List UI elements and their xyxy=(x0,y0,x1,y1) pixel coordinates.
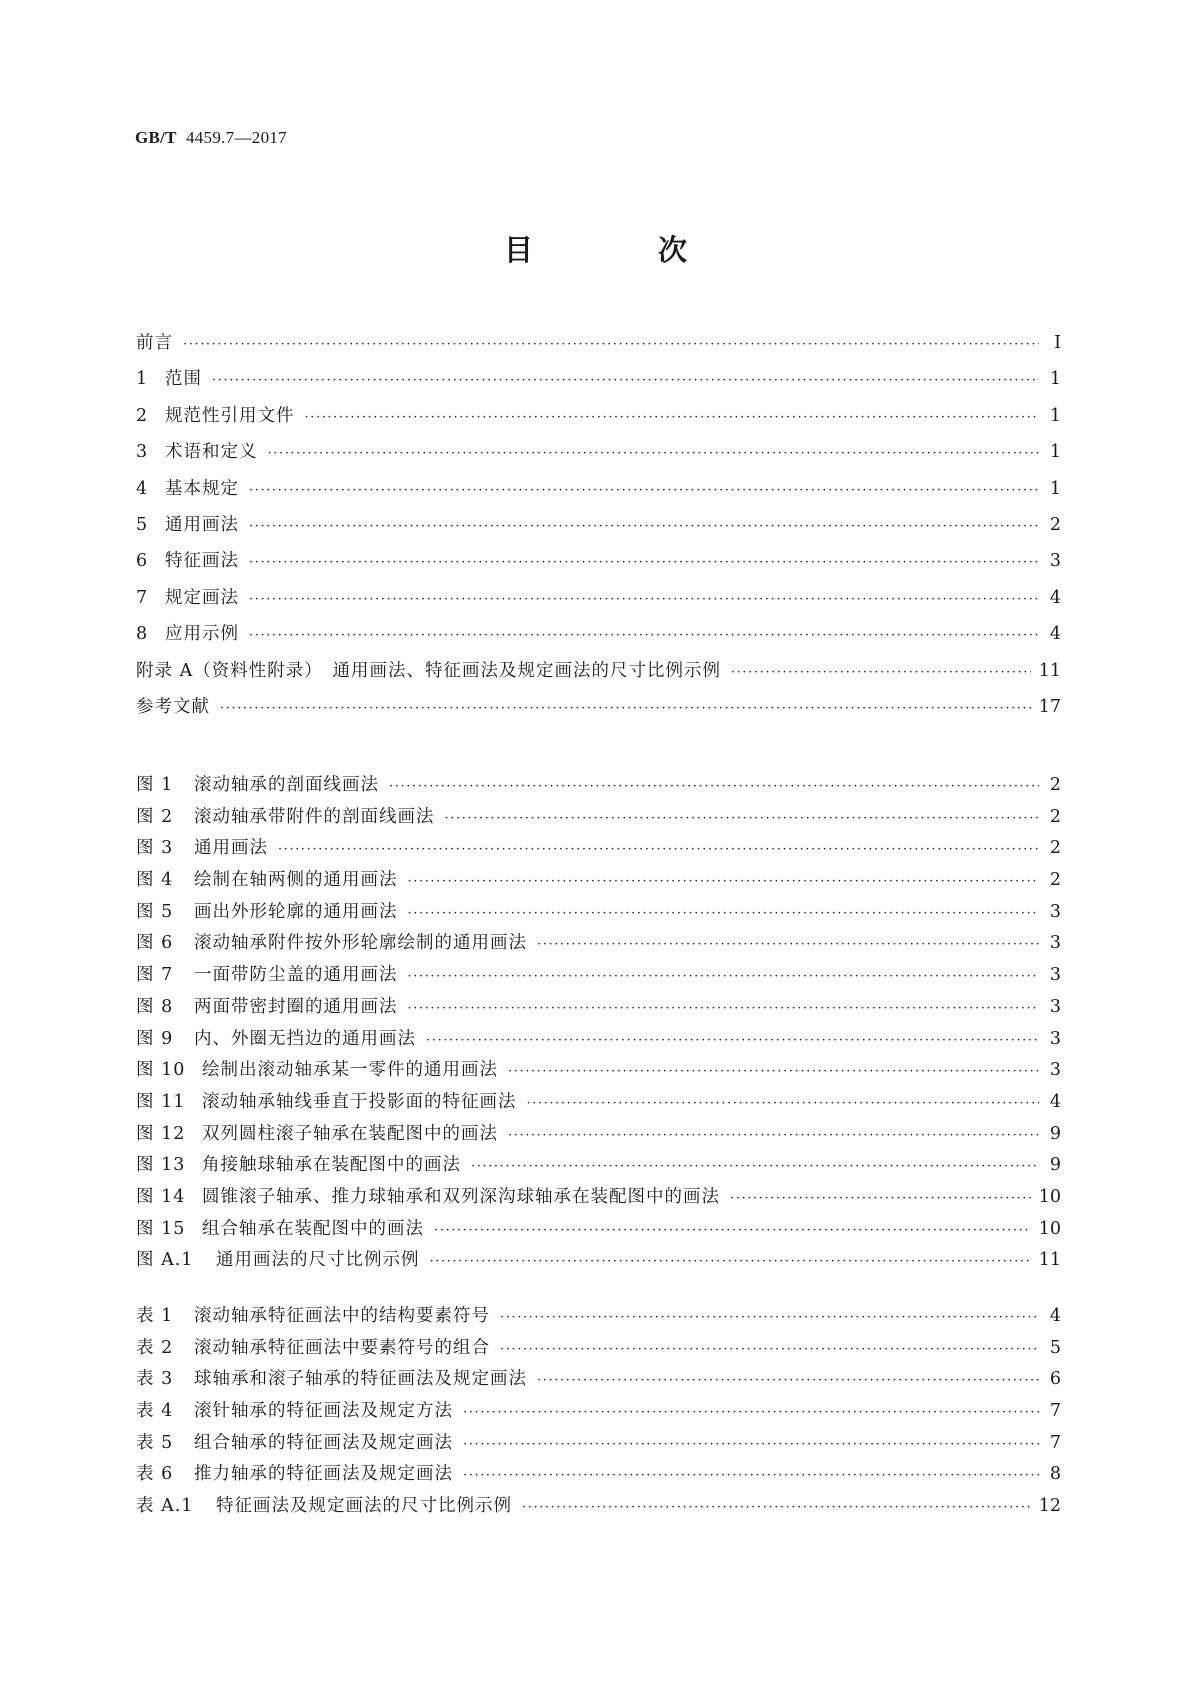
dot-leader xyxy=(408,901,1040,927)
table-entry-page: 4 xyxy=(1049,1306,1061,1326)
figure-entry-label xyxy=(136,804,435,830)
table-entry-title: 滚针轴承的特征画法及规定方法 xyxy=(194,1401,453,1422)
table-entry-label xyxy=(136,1303,490,1329)
figure-entry-number: 图 11 xyxy=(136,1091,186,1112)
standard-prefix: GB/T xyxy=(135,128,177,147)
contents-entry-title: 前言 xyxy=(136,333,173,353)
dot-leader xyxy=(500,1305,1039,1331)
figure-entry-label xyxy=(136,1184,720,1210)
dot-leader xyxy=(220,696,1031,722)
figure-entry-number: 图 7 xyxy=(136,965,174,986)
figure-entry-page: 4 xyxy=(1049,1091,1061,1112)
figure-entry-label xyxy=(136,1216,424,1242)
contents-entry-title: 附录 A（资料性附录） 通用画法、特征画法及规定画法的尺寸比例示例 xyxy=(136,660,721,681)
contents-entry-number: 2 xyxy=(136,405,149,426)
contents-entry[interactable] xyxy=(136,548,1061,584)
table-entry-page: 8 xyxy=(1049,1464,1061,1485)
dot-leader xyxy=(730,1186,1031,1212)
table-entry-page: 7 xyxy=(1049,1432,1061,1453)
figure-entry-title: 角接触球轴承在装配图中的画法 xyxy=(202,1155,461,1176)
dot-leader xyxy=(434,1218,1031,1244)
figure-entry-label xyxy=(136,835,268,861)
figure-entry[interactable] xyxy=(136,930,1061,962)
figure-entry-label xyxy=(136,962,398,988)
table-entry-number: 表 1 xyxy=(136,1306,174,1326)
dot-leader xyxy=(389,774,1039,800)
contents-entry-label xyxy=(136,403,295,429)
contents-entry-page: 2 xyxy=(1049,514,1061,535)
figure-entry-number: 图 3 xyxy=(136,838,174,859)
figure-entry-title: 滚动轴承轴线垂直于投影面的特征画法 xyxy=(202,1091,517,1112)
figure-entry-label xyxy=(136,930,527,956)
figure-entry-number: 图 14 xyxy=(136,1186,186,1207)
contents-entry[interactable] xyxy=(136,366,1061,402)
dot-leader xyxy=(522,1495,1031,1521)
table-entry-number: 表 5 xyxy=(136,1432,174,1453)
contents-entry-title: 基本规定 xyxy=(165,478,239,499)
contents-entry[interactable] xyxy=(136,403,1061,439)
contents-entry-title: 特征画法 xyxy=(165,551,239,572)
contents-entry-number: 1 xyxy=(136,369,149,390)
figure-entry-page: 3 xyxy=(1049,933,1061,954)
table-entry[interactable] xyxy=(136,1461,1061,1493)
page-title: 目 次 xyxy=(503,233,735,267)
dot-leader xyxy=(249,478,1039,504)
contents-entry-page: 3 xyxy=(1049,551,1061,572)
contents-entry-label xyxy=(136,476,239,502)
table-entry-label xyxy=(136,1335,490,1361)
dot-leader xyxy=(527,1091,1040,1117)
figure-entry-title: 组合轴承在装配图中的画法 xyxy=(202,1218,424,1239)
contents-entry-number: 7 xyxy=(136,587,149,608)
figure-entry-label xyxy=(136,1152,461,1178)
figure-entry-page: 2 xyxy=(1049,838,1061,859)
contents-entry-title: 参考文献 xyxy=(136,696,210,717)
table-entry[interactable] xyxy=(136,1493,1061,1525)
figure-entry-page: 3 xyxy=(1049,996,1061,1017)
contents-entry-page: 11 xyxy=(1038,660,1061,681)
table-entry-title: 滚动轴承特征画法中要素符号的组合 xyxy=(194,1337,490,1358)
dot-leader xyxy=(471,1154,1039,1180)
contents-entry-number: 5 xyxy=(136,514,149,535)
contents-entry[interactable] xyxy=(136,439,1061,475)
contents-entry-label xyxy=(136,694,210,720)
contents-entry-page: 1 xyxy=(1049,478,1061,499)
figure-entry-number: 图 13 xyxy=(136,1155,186,1176)
figure-entry-page: 3 xyxy=(1049,901,1061,922)
figure-entry-number: 图 10 xyxy=(136,1060,186,1081)
dot-leader xyxy=(500,1337,1039,1363)
figure-entry-label xyxy=(136,899,398,925)
table-entry-title: 特征画法及规定画法的尺寸比例示例 xyxy=(216,1496,512,1517)
table-entry-number: 表 A.1 xyxy=(136,1496,194,1517)
table-entry-label xyxy=(136,1398,453,1424)
figure-entry-page: 3 xyxy=(1049,1028,1061,1049)
table-entry-label xyxy=(136,1430,453,1456)
figure-entry-number: 图 15 xyxy=(136,1218,186,1239)
figure-entry[interactable] xyxy=(136,867,1061,899)
contents-entry[interactable] xyxy=(136,621,1061,657)
table-entry-label xyxy=(136,1493,512,1519)
contents-entry-number: 3 xyxy=(136,442,149,463)
contents-entry-number: 6 xyxy=(136,551,149,572)
contents-entry-title: 规定画法 xyxy=(165,587,239,608)
dot-leader xyxy=(463,1432,1039,1458)
figure-entry-title: 圆锥滚子轴承、推力球轴承和双列深沟球轴承在装配图中的画法 xyxy=(202,1186,720,1207)
figure-entry-page: 9 xyxy=(1049,1123,1061,1144)
figure-entry-page: 10 xyxy=(1038,1186,1061,1207)
figure-entry-title: 内、外圈无挡边的通用画法 xyxy=(194,1028,416,1049)
figure-entry-label xyxy=(136,1121,498,1147)
contents-entry[interactable] xyxy=(136,476,1061,512)
figure-entry[interactable] xyxy=(136,994,1061,1026)
contents-entry[interactable] xyxy=(136,330,1061,366)
table-entry-title: 组合轴承的特征画法及规定画法 xyxy=(194,1432,453,1453)
contents-entry[interactable] xyxy=(136,512,1061,548)
figure-entry[interactable] xyxy=(136,772,1061,804)
figure-entry-number: 图 9 xyxy=(136,1028,174,1049)
figure-entry-title: 通用画法的尺寸比例示例 xyxy=(216,1250,420,1271)
figure-entry-title: 通用画法 xyxy=(194,838,268,859)
dot-leader xyxy=(212,368,1039,394)
contents-entry-number: 4 xyxy=(136,478,149,499)
figure-entry-number: 图 4 xyxy=(136,870,174,891)
table-entry[interactable] xyxy=(136,1335,1061,1367)
figure-entry-page: 10 xyxy=(1038,1218,1061,1239)
figure-entry-label xyxy=(136,1247,420,1273)
figure-entry-page: 2 xyxy=(1049,775,1061,795)
figure-entry[interactable] xyxy=(136,1026,1061,1058)
contents-entry-label xyxy=(136,439,258,465)
dot-leader xyxy=(426,1028,1039,1054)
toc-tables xyxy=(136,1303,1061,1525)
figure-entry[interactable] xyxy=(136,1057,1061,1089)
contents-entry[interactable] xyxy=(136,585,1061,621)
figure-entry-label xyxy=(136,1089,517,1115)
table-entry-page: 6 xyxy=(1049,1369,1061,1390)
dot-leader xyxy=(249,587,1039,613)
contents-entry-number: 8 xyxy=(136,624,149,645)
figure-entry-page: 2 xyxy=(1049,806,1061,827)
figure-entry-title: 滚动轴承附件按外形轮廓绘制的通用画法 xyxy=(194,933,527,954)
dot-leader xyxy=(508,1059,1039,1085)
figure-entry[interactable] xyxy=(136,835,1061,867)
table-entry-number: 表 4 xyxy=(136,1401,174,1422)
dot-leader xyxy=(445,806,1040,832)
contents-entry-title: 通用画法 xyxy=(165,514,239,535)
figure-entry-label xyxy=(136,1026,416,1052)
contents-entry[interactable] xyxy=(136,658,1061,694)
dot-leader xyxy=(408,964,1040,990)
table-entry-page: 5 xyxy=(1049,1337,1061,1358)
figure-entry-title: 滚动轴承带附件的剖面线画法 xyxy=(194,806,435,827)
dot-leader xyxy=(537,1368,1039,1394)
figure-entry-number: 图 2 xyxy=(136,806,174,827)
dot-leader xyxy=(463,1463,1039,1489)
figure-entry-number: 图 12 xyxy=(136,1123,186,1144)
figure-entry-page: 3 xyxy=(1049,965,1061,986)
contents-entry-label xyxy=(136,330,173,356)
contents-entry-title: 应用示例 xyxy=(165,624,239,645)
contents-entry-page: 17 xyxy=(1038,696,1061,717)
standard-number: 4459.7—2017 xyxy=(185,128,287,147)
figure-entry-label xyxy=(136,772,379,798)
figure-entry-number: 图 1 xyxy=(136,775,174,795)
dot-leader xyxy=(278,837,1039,863)
toc-figures xyxy=(136,772,1061,1279)
contents-entry-title: 范围 xyxy=(165,369,202,390)
dot-leader xyxy=(249,550,1039,576)
table-entry-page: 7 xyxy=(1049,1401,1061,1422)
figure-entry-title: 滚动轴承的剖面线画法 xyxy=(194,775,379,795)
dot-leader xyxy=(249,514,1039,540)
toc-contents xyxy=(136,330,1061,730)
contents-entry-page: 4 xyxy=(1049,624,1061,645)
figure-entry-title: 画出外形轮廓的通用画法 xyxy=(194,901,398,922)
figure-entry-number: 图 A.1 xyxy=(136,1250,194,1271)
table-entry[interactable] xyxy=(136,1430,1061,1462)
contents-entry-page: Ⅰ xyxy=(1054,333,1061,353)
dot-leader xyxy=(430,1249,1031,1275)
dot-leader xyxy=(731,660,1031,686)
table-entry[interactable] xyxy=(136,1303,1061,1335)
table-entry-title: 球轴承和滚子轴承的特征画法及规定画法 xyxy=(194,1369,527,1390)
figure-entry-title: 一面带防尘盖的通用画法 xyxy=(194,965,398,986)
figure-entry-label xyxy=(136,994,398,1020)
table-entry[interactable] xyxy=(136,1398,1061,1430)
table-entry[interactable] xyxy=(136,1366,1061,1398)
figure-entry-label xyxy=(136,867,398,893)
dot-leader xyxy=(268,441,1040,467)
figure-entry-title: 两面带密封圈的通用画法 xyxy=(194,996,398,1017)
figure-entry[interactable] xyxy=(136,1184,1061,1216)
figure-entry-number: 图 6 xyxy=(136,933,174,954)
table-entry-label xyxy=(136,1366,527,1392)
contents-entry-label xyxy=(136,366,202,392)
figure-entry[interactable] xyxy=(136,804,1061,836)
figure-entry-page: 2 xyxy=(1049,870,1061,891)
contents-entry-page: 1 xyxy=(1049,442,1061,463)
figure-entry-page: 9 xyxy=(1049,1155,1061,1176)
dot-leader xyxy=(183,332,1039,358)
contents-entry-title: 术语和定义 xyxy=(165,442,258,463)
figure-entry[interactable] xyxy=(136,1121,1061,1153)
contents-entry-label xyxy=(136,658,721,684)
figure-entry-number: 图 5 xyxy=(136,901,174,922)
table-entry-page: 12 xyxy=(1038,1496,1061,1517)
figure-entry-title: 绘制出滚动轴承某一零件的通用画法 xyxy=(202,1060,498,1081)
figure-entry-page: 3 xyxy=(1049,1060,1061,1081)
table-entry-number: 表 6 xyxy=(136,1464,174,1485)
contents-entry[interactable] xyxy=(136,694,1061,730)
figure-entry[interactable] xyxy=(136,1152,1061,1184)
figure-entry-number: 图 8 xyxy=(136,996,174,1017)
contents-entry-label xyxy=(136,585,239,611)
contents-entry-label xyxy=(136,548,239,574)
contents-entry-page: 1 xyxy=(1049,369,1061,390)
table-entry-title: 滚动轴承特征画法中的结构要素符号 xyxy=(194,1306,490,1326)
standard-code xyxy=(135,128,287,148)
contents-entry-label xyxy=(136,512,239,538)
figure-entry-label xyxy=(136,1057,498,1083)
table-entry-title: 推力轴承的特征画法及规定画法 xyxy=(194,1464,453,1485)
contents-entry-label xyxy=(136,621,239,647)
contents-entry-page: 4 xyxy=(1049,587,1061,608)
dot-leader xyxy=(408,869,1040,895)
figure-entry[interactable] xyxy=(136,962,1061,994)
figure-entry[interactable] xyxy=(136,1216,1061,1248)
table-entry-label xyxy=(136,1461,453,1487)
figure-entry-title: 绘制在轴两侧的通用画法 xyxy=(194,870,398,891)
figure-entry-page: 11 xyxy=(1038,1250,1061,1271)
dot-leader xyxy=(537,932,1039,958)
figure-entry-title: 双列圆柱滚子轴承在装配图中的画法 xyxy=(202,1123,498,1144)
contents-entry-page: 1 xyxy=(1049,405,1061,426)
table-entry-number: 表 2 xyxy=(136,1337,174,1358)
figure-entry[interactable] xyxy=(136,899,1061,931)
dot-leader xyxy=(305,405,1040,431)
contents-entry-title: 规范性引用文件 xyxy=(165,405,295,426)
dot-leader xyxy=(463,1400,1039,1426)
figure-entry[interactable] xyxy=(136,1089,1061,1121)
dot-leader xyxy=(249,623,1039,649)
dot-leader xyxy=(408,996,1040,1022)
dot-leader xyxy=(508,1123,1039,1149)
figure-entry[interactable] xyxy=(136,1247,1061,1279)
table-entry-number: 表 3 xyxy=(136,1369,174,1390)
